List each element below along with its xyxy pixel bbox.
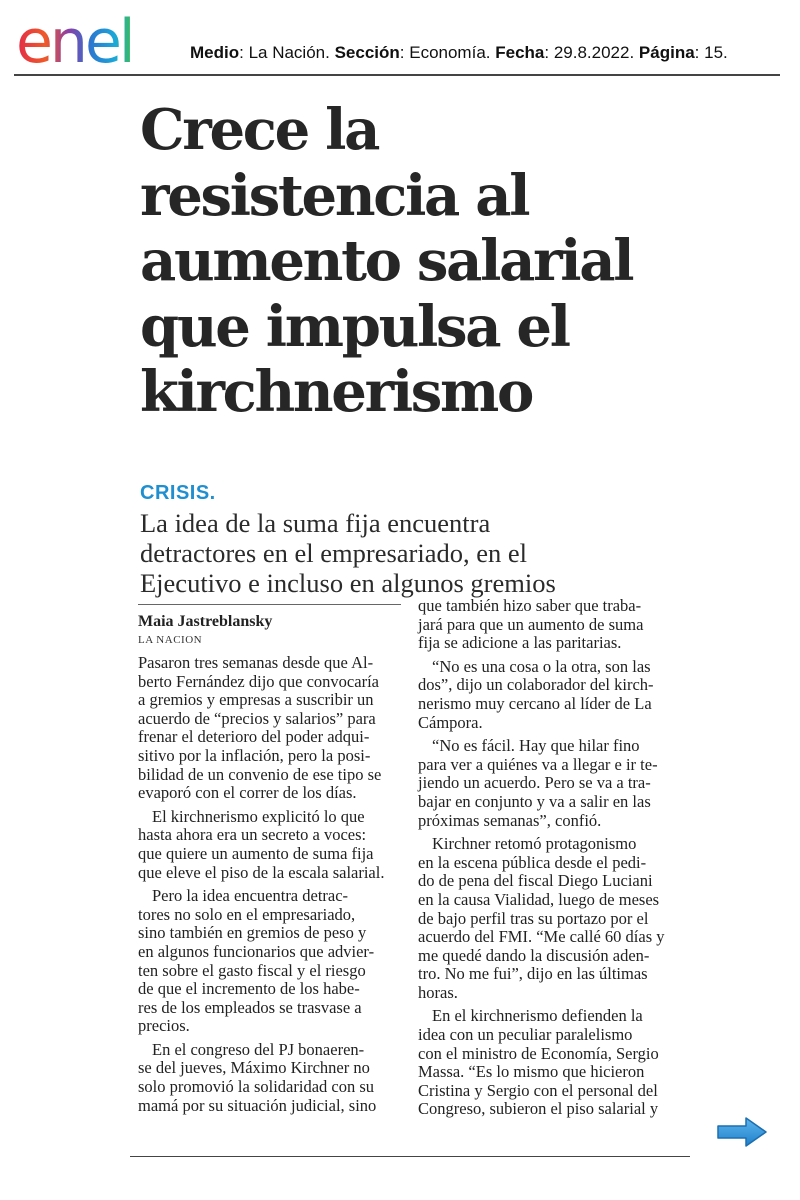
text-line: para ver a quiénes va a llegar e ir te- [418,754,658,774]
text-line: de bajo perfil tras su portazo por el [418,908,649,928]
text-line: próximas semanas”, confió. [418,810,602,830]
text-line: solo promovió la solidaridad con su [138,1077,375,1097]
text-line: sino también en gremios de peso y [138,923,367,943]
text-line: Kirchner retomó protagonismo [432,834,637,854]
bottom-divider [130,1156,690,1157]
article-column-1 [138,654,403,1115]
headline-line: que impulsa el [140,293,569,360]
text-line: tores no solo en el empresariado, [138,904,356,924]
headline-line: Crece la [140,97,379,163]
text-line: Cámpora. [418,712,483,732]
header-divider [14,74,780,76]
text-line: evaporó con el correr de los días. [138,783,357,803]
text-line: do de pena del fiscal Diego Luciani [418,871,653,891]
article-headline [140,98,700,426]
text-line: me quedé dando la discusión aden- [418,945,650,965]
text-line: en la causa Vialidad, luego de meses [418,889,660,909]
text-line: Pero la idea encuentra detrac- [152,886,349,906]
text-line: fija se adicione a las paritarias. [418,633,622,653]
pagina-value: 15. [704,43,728,62]
text-line: En el congreso del PJ bonaeren- [152,1039,365,1059]
text-line: mamá por su situación judicial, sino [138,1095,377,1115]
text-line: bilidad de un convenio de ese tipo se [138,764,382,784]
page-header [0,0,800,80]
text-line: jiendo un acuerdo. Pero se va a tra- [418,773,651,793]
text-line: frenar el deterioro del poder adqui- [138,727,370,747]
right-arrow-icon[interactable] [716,1116,768,1148]
text-line: acuerdo de “precios y salarios” para [138,708,376,728]
text-line: en algunos funcionarios que advier- [138,941,375,961]
fecha-label: Fecha [495,43,545,62]
byline-divider [138,604,401,605]
headline-line: kirchnerismo [140,359,533,425]
seccion-value: Economía. [409,43,491,62]
text-line: horas. [418,982,458,1002]
text-line: bajar en conjunto y va a salir en las [418,791,651,811]
text-line: que también hizo saber que traba- [418,596,642,615]
deck-line [140,478,700,538]
pagina-label: Página [638,43,695,62]
deck-line: detractores en el empresariado, en el [140,538,527,568]
svg-text:enel: enel [16,8,133,70]
text-line: Massa. “Es lo mismo que hicieron [418,1062,645,1082]
text-line: hasta ahora era un secreto a voces: [138,825,367,845]
text-line: En el kirchnerismo defienden la [432,1006,643,1026]
source-info: Medio: La Nación. Sección: Economía. Fecha: 29.8.2022. Página: 15. [190,43,728,62]
text-line: tro. No me fui”, dijo en las últimas [418,964,648,984]
text-line: idea con un peculiar paralelismo [418,1025,633,1045]
seccion-label: Sección [334,43,400,62]
text-line: a gremios y empresas a suscribir un [138,690,374,710]
text-line: ten sobre el gasto fiscal y el riesgo [138,960,366,980]
outlet-name: LA NACION [138,634,203,646]
text-line: jará para que un aumento de suma [418,614,644,634]
text-line: que eleve el piso de la escala salarial. [138,862,385,882]
text-line: El kirchnerismo explicitó lo que [152,806,365,826]
enel-logo [16,8,176,70]
kicker-label: CRISIS. [140,482,216,504]
deck-line: Ejecutivo e incluso en algunos gremios [140,568,556,598]
headline-line: aumento salarial [140,228,633,294]
article-column-2 [418,597,690,1119]
text-line: “No es una cosa o la otra, son las [432,656,651,676]
text-line: que quiere un aumento de suma fija [138,843,374,863]
text-line: “No es fácil. Hay que hilar fino [432,736,640,756]
medio-label: Medio [190,43,240,62]
text-line: con el ministro de Economía, Sergio [418,1043,659,1063]
text-line: en la escena pública desde el pedi- [418,852,647,872]
text-line: res de los empleados se trasvase a [138,997,362,1017]
text-line: de que el incremento de los habe- [138,979,360,999]
deck-text: La idea de la suma fija encuentra [140,508,491,538]
text-line: Congreso, subieron el piso salarial y [418,1099,659,1119]
medio-value: La Nación. [248,43,330,62]
text-line: se del jueves, Máximo Kirchner no [138,1058,370,1078]
text-line: Pasaron tres semanas desde que Al- [138,653,374,672]
text-line: dos”, dijo un colaborador del kirch- [418,675,654,695]
fecha-value: 29.8.2022. [553,43,635,62]
article-deck [140,478,700,598]
text-line: acuerdo del FMI. “Me callé 60 días y [418,927,665,947]
text-line: Cristina y Sergio con el personal del [418,1080,658,1100]
text-line: nerismo muy cercano al líder de La [418,693,652,713]
text-line: precios. [138,1016,190,1036]
text-line: sitivo por la inflación, pero la posi- [138,745,371,765]
headline-line: resistencia al [140,162,529,229]
text-line: berto Fernández dijo que convocaría [138,671,379,691]
author-name: Maia Jastreblansky [138,613,273,630]
